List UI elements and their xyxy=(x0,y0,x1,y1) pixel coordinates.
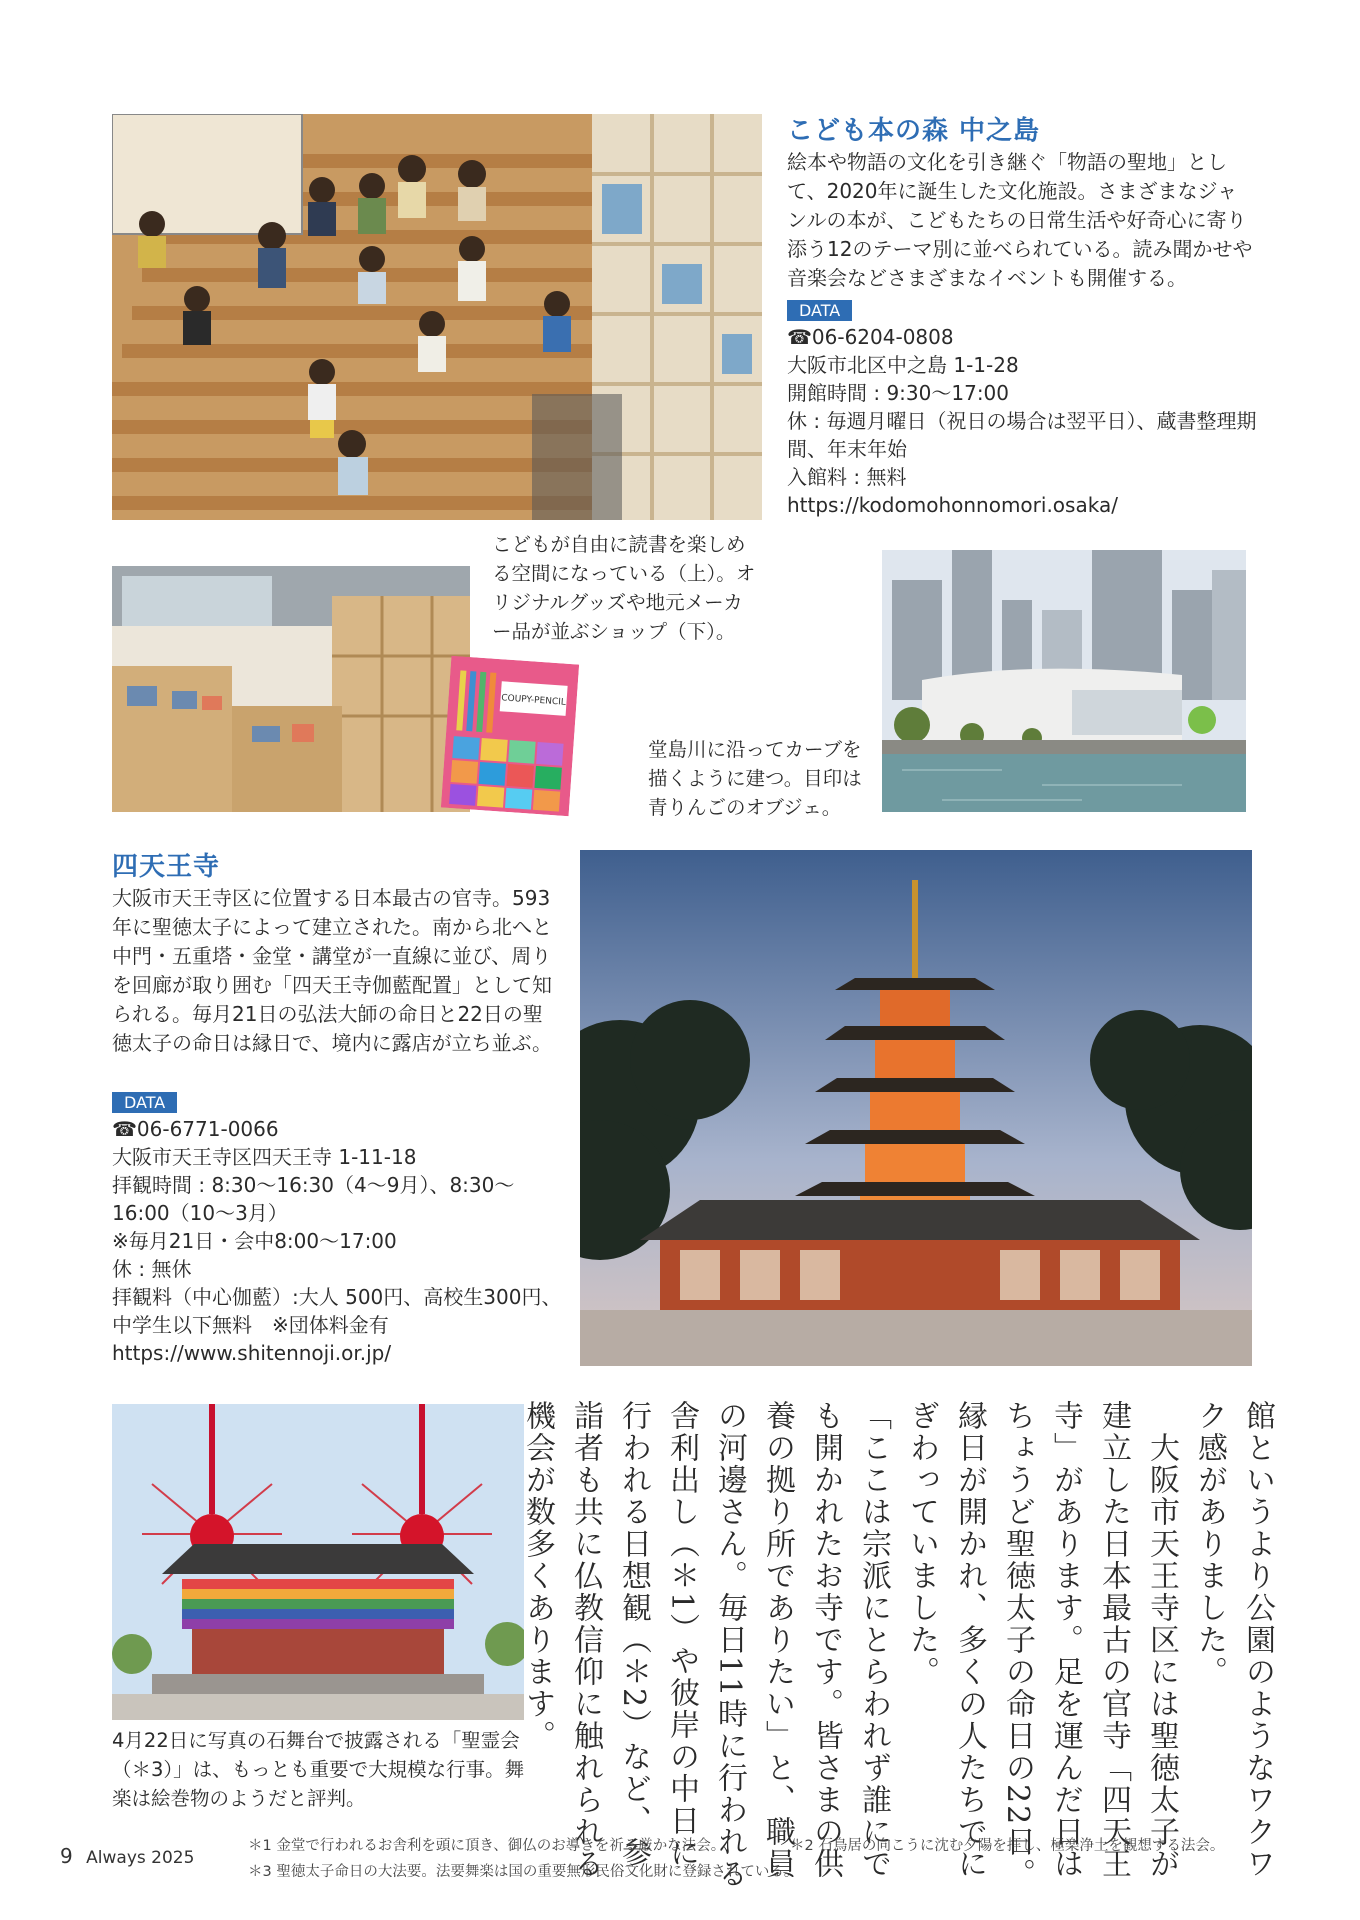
photo-shitennoji-stone-stage xyxy=(112,1404,524,1720)
kodomo-caption-interior: こどもが自由に読書を楽しめる空間になっている（上）。オリジナルグッズや地元メーカー品が並ぶショップ（下）。 xyxy=(492,533,756,643)
magazine-name: Always 2025 xyxy=(86,1848,195,1868)
photo-coupy-pencil-package xyxy=(441,656,579,817)
product-label: COUPY-PENCIL xyxy=(500,693,567,708)
vertical-text-col-13: 舎利出し（＊1）や彼岸の中日に xyxy=(664,1400,699,1870)
vertical-text-col-1: 館というより公園のようなワクワ xyxy=(1240,1400,1275,1880)
footnote-1: ＊1 金堂で行われるお舎利を頭に頂き、御仏のお導きを祈る厳かな法会。 xyxy=(248,1838,726,1854)
photo-children-reading-stairs xyxy=(112,114,762,520)
shitennoji-description: 大阪市天王寺区に位置する日本最古の官寺。593年に聖徳太子によって建立された。南から北へと中門・五重塔・金堂・講堂が一直線に並び、周りを回廊が取り囲む「四天王寺伽藍配置」として知られる。毎月21日の弘法大師の命日と22日の聖徳太子の命日は縁日で、境内に露店が立ち並ぶ。 xyxy=(112,886,552,1055)
shitennoji-hours: 拝観時間 : 8:30～16:30（4～9月）、8:30～16:00（10～3月） xyxy=(112,1173,515,1225)
vertical-text-col-12: の河邊さん。毎日11時に行われる xyxy=(712,1400,747,1891)
shitennoji-phone: ☎06-6771-0066 xyxy=(112,1117,279,1141)
vertical-text-col-9: 「ここは宗派にとらわれず誰にで xyxy=(856,1400,891,1880)
footnote-3: ＊3 聖徳太子命日の大法要。法要舞楽は国の重要無形民俗文化財に登録されている。 xyxy=(248,1864,799,1880)
vertical-text-col-11: 養の拠り所でありたい」と、職員 xyxy=(760,1400,795,1880)
shitennoji-address: 大阪市天王寺区四天王寺 1-11-18 xyxy=(112,1145,417,1169)
kodomo-phone: ☎06-6204-0808 xyxy=(787,325,954,349)
kodomo-closed: 休 : 毎週月曜日（祝日の場合は翌平日）、蔵書整理期間、年末年始 xyxy=(787,409,1257,461)
vertical-text-col-5: 寺」があります。足を運んだ日は xyxy=(1048,1400,1083,1880)
shitennoji-data-badge: DATA xyxy=(112,1092,177,1113)
shitennoji-data-block xyxy=(112,1092,562,1367)
shitennoji-title: 四天王寺 xyxy=(112,852,221,882)
vertical-text-col-8: ぎわっていました。 xyxy=(904,1400,939,1688)
shitennoji-url[interactable]: https://www.shitennoji.or.jp/ xyxy=(112,1341,392,1365)
vertical-text-col-10: も開かれたお寺です。皆さまの供 xyxy=(808,1400,843,1880)
kodomo-title: こども本の森 中之島 xyxy=(787,116,1041,146)
page-number: 9 xyxy=(60,1844,73,1868)
shitennoji-caption-stage: 4月22日に写真の石舞台で披露される「聖霊会（＊3）」は、もっとも重要で大規模な行事。舞楽は絵巻物のようだと評判。 xyxy=(112,1729,525,1810)
footnote-2: ＊2 石鳥居の向こうに沈む夕陽を拝し、極楽浄土を観想する法会。 xyxy=(790,1838,1225,1854)
shitennoji-closed: 休 : 無休 xyxy=(112,1257,192,1281)
kodomo-address: 大阪市北区中之島 1-1-28 xyxy=(787,353,1019,377)
shitennoji-hours-note: ※毎月21日・会中8:00～17:00 xyxy=(112,1229,397,1253)
vertical-text-col-7: 縁日が開かれ、多くの人たちでに xyxy=(952,1400,987,1880)
vertical-text-col-3: 大阪市天王寺区には聖徳太子が xyxy=(1144,1400,1179,1880)
shitennoji-fee: 拝観料（中心伽藍）:大人 500円、高校生300円、中学生以下無料 ※団体料金有 xyxy=(112,1285,562,1337)
kodomo-data-block xyxy=(787,300,1257,519)
vertical-text-col-15: 詣者も共に仏教信仰に触れられる xyxy=(568,1400,603,1880)
vertical-text-col-14: 行われる日想観（＊2）など、参 xyxy=(616,1400,651,1870)
kodomo-caption-exterior: 堂島川に沿ってカーブを描くように建つ。目印は青りんごのオブジェ。 xyxy=(648,738,862,819)
kodomo-description: 絵本や物語の文化を引き継ぐ「物語の聖地」として、2020年に誕生した文化施設。さまざまなジャンルの本が、こどもたちの日常生活や好奇心に寄り添う12のテーマ別に並べられている。読み聞かせや音楽会などさまざまなイベントも開催する。 xyxy=(787,150,1253,290)
kodomo-hours: 開館時間 : 9:30～17:00 xyxy=(787,381,1010,405)
kodomo-url[interactable]: https://kodomohonnomori.osaka/ xyxy=(787,493,1118,517)
page-footer xyxy=(60,1844,194,1868)
vertical-text-col-4: 建立した日本最古の官寺「四天王 xyxy=(1096,1400,1131,1880)
vertical-text-col-6: ちょうど聖徳太子の命日の22日。 xyxy=(1000,1400,1035,1891)
vertical-text-col-16: 機会が数多くあります。 xyxy=(520,1400,555,1752)
kodomo-fee: 入館料 : 無料 xyxy=(787,465,907,489)
photo-kodomo-shop xyxy=(112,566,470,812)
photo-shitennoji-pagoda xyxy=(580,850,1252,1366)
vertical-text-col-2: ク感がありました。 xyxy=(1192,1400,1227,1688)
kodomo-data-badge: DATA xyxy=(787,300,852,321)
photo-kodomo-exterior xyxy=(882,550,1246,812)
